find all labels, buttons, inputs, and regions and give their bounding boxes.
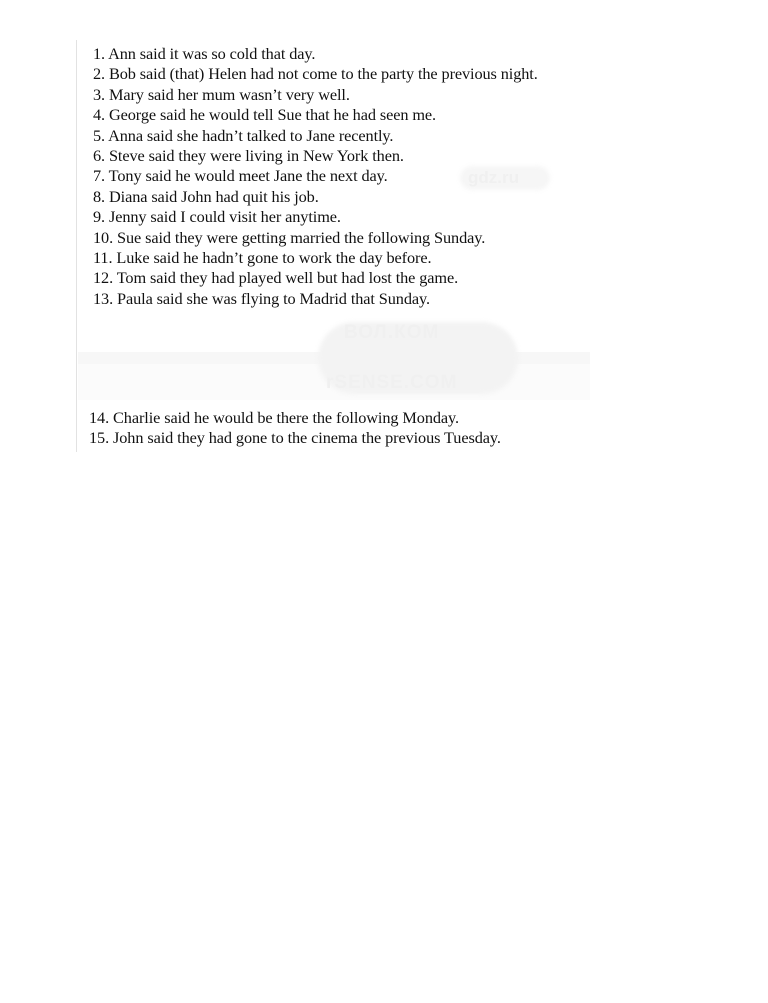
answer-list-part-1 (93, 44, 613, 309)
answer-list-part-2 (89, 408, 609, 449)
watermark-top: gdz.ru (468, 168, 519, 187)
answer-line: 10. Sue said they were getting married the following Sunday. (93, 227, 486, 247)
answer-line: 3. Mary said her mum wasn’t very well. (93, 84, 350, 104)
answer-line: 14. Charlie said he would be there the following Monday. (89, 408, 459, 427)
answer-line: 15. John said they had gone to the cinema the previous Tuesday. (89, 428, 501, 448)
answer-line: 6. Steve said they were living in New York then. (93, 145, 404, 165)
answer-line: 1. Ann said it was so cold that day. (93, 44, 316, 63)
scan-edge-line (76, 40, 77, 452)
answer-line: 13. Paula said she was flying to Madrid that Sunday. (93, 288, 430, 308)
answer-line: 8. Diana said John had quit his job. (93, 186, 319, 206)
answer-line: 4. George said he would tell Sue that he had seen me. (93, 105, 436, 125)
answer-line: 7. Tony said he would meet Jane the next day. (93, 166, 388, 186)
answer-line: 9. Jenny said I could visit her anytime. (93, 207, 341, 227)
answer-line: 5. Anna said she hadn’t talked to Jane recently. (93, 125, 394, 145)
watermark-middle: ВОЛ.КОМ (344, 322, 440, 343)
answer-line: 2. Bob said (that) Helen had not come to the party the previous night. (93, 64, 538, 84)
watermark-bottom: rSENSE.COM (326, 372, 458, 393)
answer-line: 12. Tom said they had played well but had lost the game. (93, 268, 459, 288)
answer-line: 11. Luke said he hadn’t gone to work the day before. (93, 247, 432, 267)
